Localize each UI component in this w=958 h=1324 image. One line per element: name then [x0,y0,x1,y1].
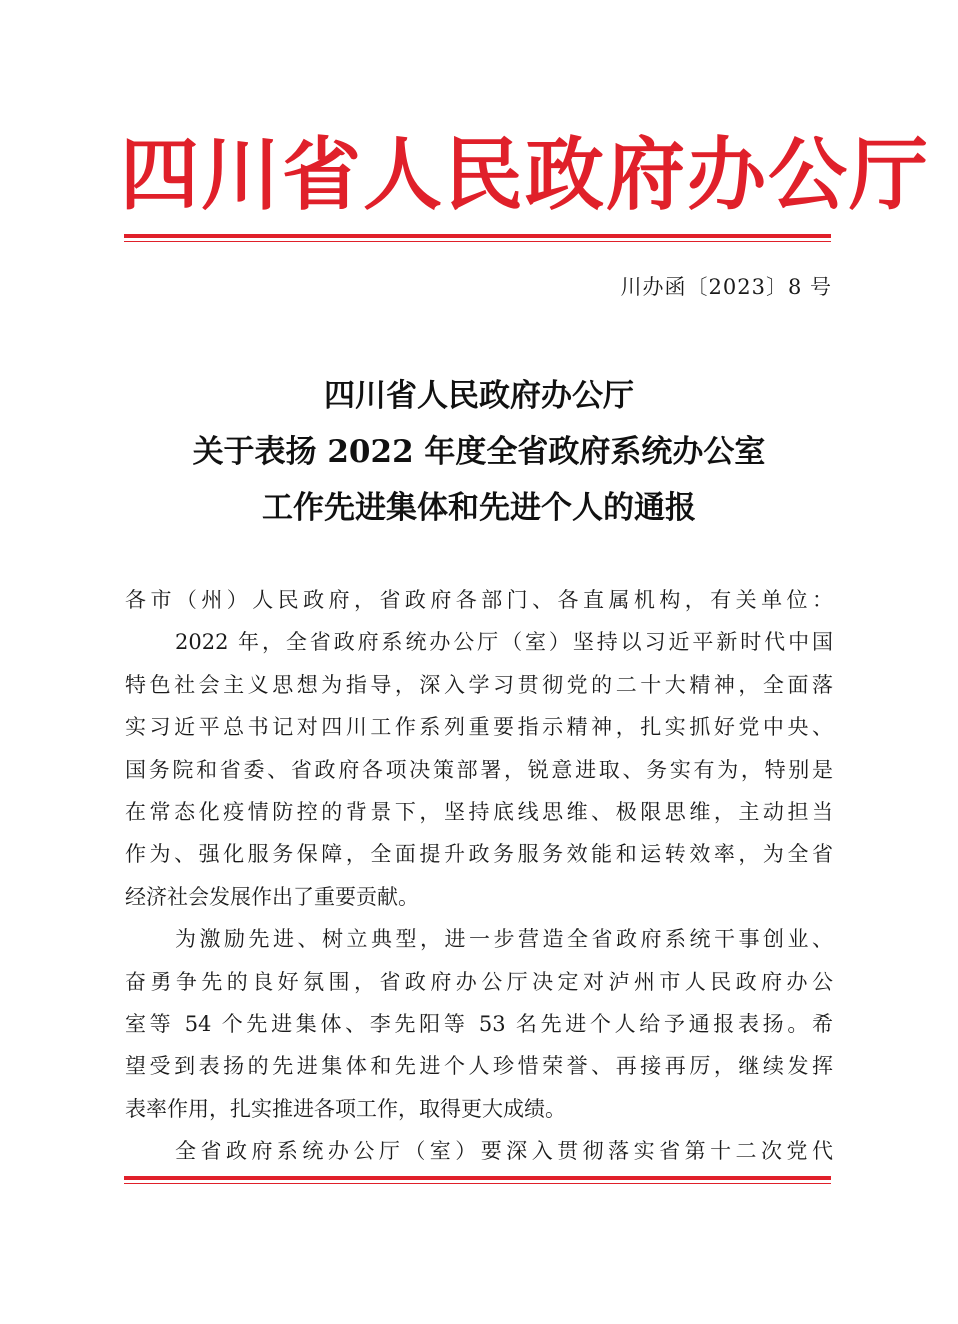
body-line: 特色社会主义思想为指导，深入学习贯彻党的二十大精神，全面落 [125,672,833,697]
red-rule-thick [124,234,831,238]
footer-red-rule [124,1176,831,1184]
header-red-rule [124,234,831,242]
red-rule-thick [124,1176,831,1180]
body-line: 实习近平总书记对四川工作系列重要指示精神，扎实抓好党中央、 [125,715,833,740]
issuer-masthead: 四川省人民政府办公厅 [120,128,930,221]
body-line: 奋勇争先的良好氛围，省政府办公厅决定对泸州市人民政府办公 [125,969,833,994]
document-number: 川办函〔2023〕8 号 [620,275,832,299]
body-line: 作为、强化服务保障，全面提升政务服务效能和运转效率，为全省 [125,842,833,867]
body-line: 全省政府系统办公厅（室）要深入贯彻落实省第十二次党代 [175,1139,833,1164]
red-rule-thin [124,1183,831,1184]
document-title [120,368,838,536]
salutation: 各市（州）人民政府，省政府各部门、各直属机构，有关单位： [125,588,833,612]
body-line: 室等 54 个先进集体、李先阳等 53 名先进个人给予通报表扬。希 [125,1011,833,1036]
body-line: 表率作用，扎实推进各项工作，取得更大成绩。 [125,1096,566,1121]
body-line: 望受到表扬的先进集体和先进个人珍惜荣誉、再接再厉，继续发挥 [125,1054,833,1079]
body-line: 2022 年，全省政府系统办公厅（室）坚持以习近平新时代中国 [175,630,833,655]
document-body [125,579,833,1172]
body-line: 为激励先进、树立典型，进一步营造全省政府系统干事创业、 [175,927,833,952]
body-line: 国务院和省委、省政府各项决策部署，锐意进取、务实有为，特别是 [125,757,833,782]
title-line-1: 四川省人民政府办公厅 [324,378,634,414]
title-line-2: 关于表扬 2022 年度全省政府系统办公室 [192,434,766,470]
title-line-3: 工作先进集体和先进个人的通报 [262,490,696,526]
body-line: 经济社会发展作出了重要贡献。 [125,884,419,909]
body-line: 在常态化疫情防控的背景下，坚持底线思维、极限思维，主动担当 [125,799,833,824]
red-rule-thin [124,241,831,242]
